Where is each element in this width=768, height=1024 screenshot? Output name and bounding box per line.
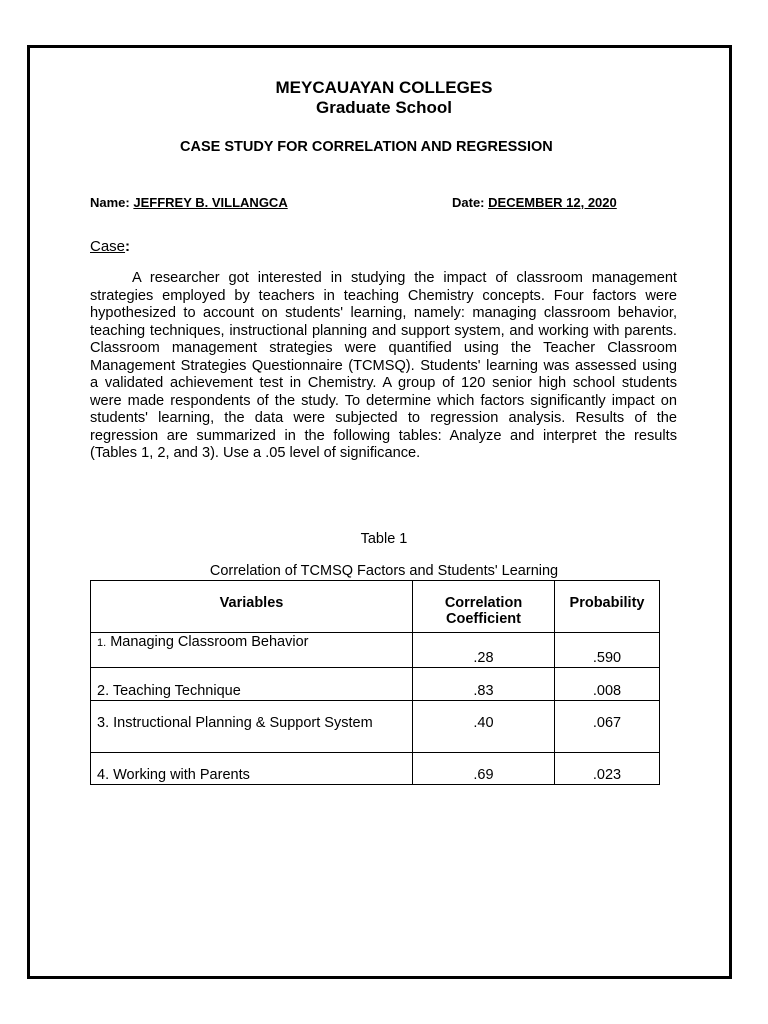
table-caption: Correlation of TCMSQ Factors and Students' Learning xyxy=(209,563,559,579)
date-label: Date: xyxy=(452,195,485,210)
date-field xyxy=(452,195,617,210)
header-variables: Variables xyxy=(91,581,413,633)
row4-correlation: .69 xyxy=(413,753,555,785)
row1-probability: .590 xyxy=(555,633,660,668)
row4-variable: 4. Working with Parents xyxy=(91,753,413,785)
date-value: DECEMBER 12, 2020 xyxy=(488,195,617,210)
row2-probability: .008 xyxy=(555,668,660,701)
table-header-row xyxy=(91,581,660,633)
header-correlation: Correlation Coefficient xyxy=(413,581,555,633)
row2-correlation: .83 xyxy=(413,668,555,701)
row3-correlation: .40 xyxy=(413,701,555,753)
row1-variable-text: Managing Classroom Behavior xyxy=(110,634,309,650)
name-field xyxy=(90,195,288,210)
document-title: CASE STUDY FOR CORRELATION AND REGRESSION xyxy=(180,139,553,155)
table-row xyxy=(91,701,660,753)
row1-variable xyxy=(91,633,413,668)
table-row xyxy=(91,668,660,701)
row3-variable: 3. Instructional Planning & Support System xyxy=(91,701,413,753)
school-name: Graduate School xyxy=(315,98,453,117)
case-label: Case xyxy=(90,238,126,255)
row1-number: 1. xyxy=(97,637,107,649)
row4-probability: .023 xyxy=(555,753,660,785)
table-row xyxy=(91,753,660,785)
row3-probability: .067 xyxy=(555,701,660,753)
page-border xyxy=(27,45,732,979)
table-label: Table 1 xyxy=(360,531,408,547)
case-colon: : xyxy=(125,238,131,255)
case-heading xyxy=(90,238,130,255)
row2-variable: 2. Teaching Technique xyxy=(91,668,413,701)
header-probability: Probability xyxy=(555,581,660,633)
correlation-table xyxy=(90,580,660,785)
case-paragraph: A researcher got interested in studying the impact of classroom management strategies employed by teachers in teaching Chemistry concepts. Four factors were hypothesized to account on students' learning, namely: managing classroom behavior, teaching techniques, instructional planning and support system, and working with parents. Classroom management strategies were quantified using the Teacher Classroom Management Strategies Questionnaire (TCMSQ). Students' learning was assessed using a validated achievement test in Chemistry. A group of 120 senior high school students were made respondents of the study. To determine which factors significantly impact on students' learning, the data were subjected to regression analysis. Results of the regression are summarized in the following tables: Analyze and interpret the results (Tables 1, 2, and 3). Use a .05 level of significance. xyxy=(90,270,677,461)
name-label: Name: xyxy=(90,195,130,210)
name-value: JEFFREY B. VILLANGCA xyxy=(133,195,288,210)
table-row xyxy=(91,633,660,668)
row1-correlation: .28 xyxy=(413,633,555,668)
institution-name: MEYCAUAYAN COLLEGES xyxy=(275,78,493,97)
